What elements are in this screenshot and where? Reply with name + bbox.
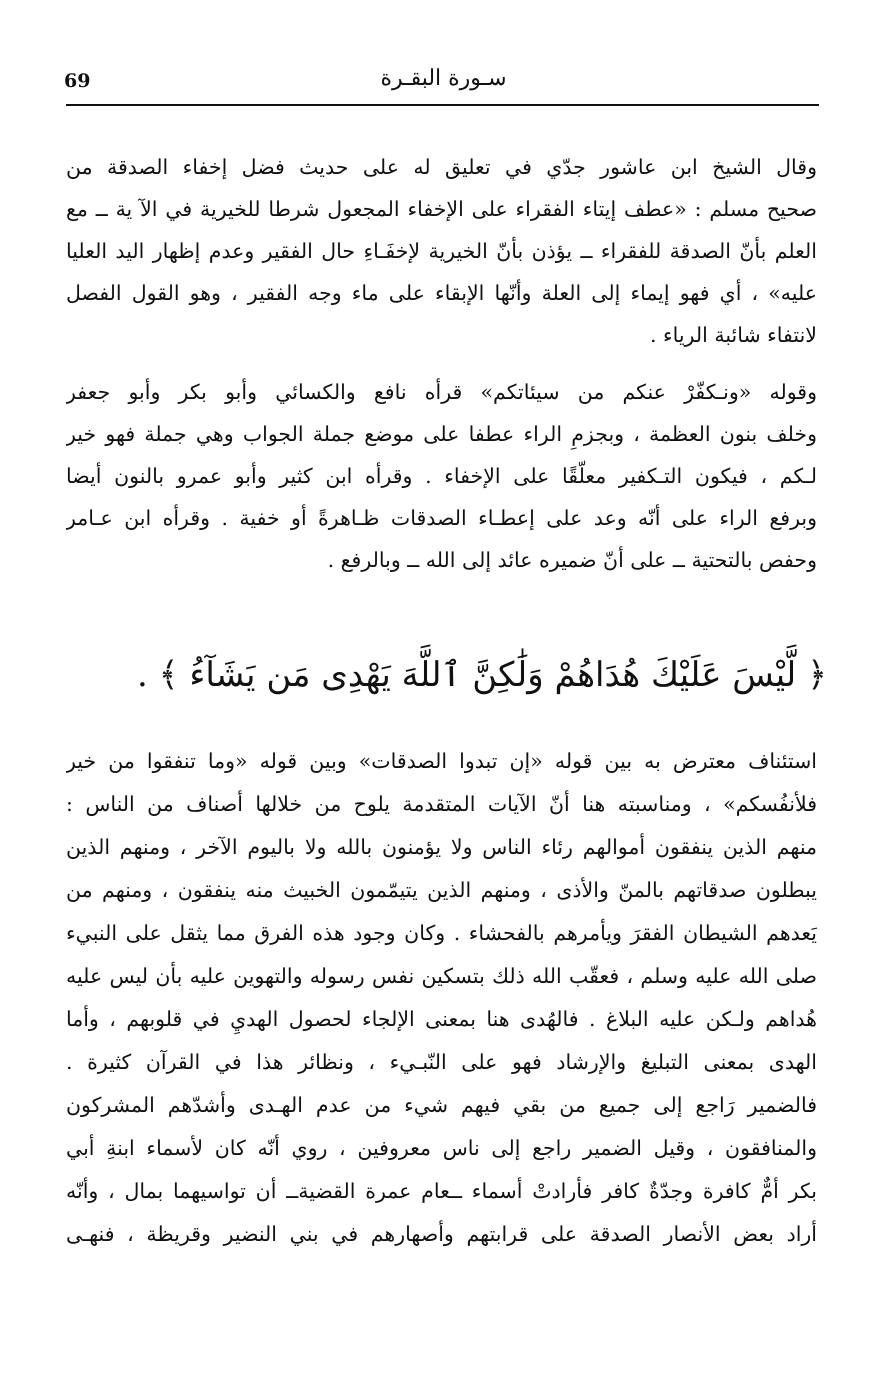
text-line: لـكم ، فيكون التـكفير معلّقًا على الإخفاء . وقرأه ابن كثير وأبو عمرو بالنون أيضا: [66, 464, 817, 488]
text-line: وحفص بالتحتية ــ على أنّ ضميره عائد إلى الله ــ وبالرفع .: [327, 548, 817, 572]
text-line: فلأنفُسكم» ، ومناسبته هنا أنّ الآيات المتقدمة يلوح من خلالها أصناف من الناس :: [66, 792, 817, 816]
text-line: يَعدهم الشيطان الفقرَ ويأمرهم بالفحشاء . وكان وجود هذه الفرق مما يثقل على النبيء: [66, 921, 817, 945]
page-header: [64, 64, 823, 104]
paragraph-ibn-ashur-commentary: [66, 146, 817, 356]
page-number: 69: [64, 70, 91, 92]
text-line: عليه» ، أي فهو إيماء إلى العلة وأنّها الإبقاء على ماء وجه الفقير ، وهو القول الفصل: [66, 281, 817, 305]
text-line: العلم بأنّ الصدقة للفقراء ــ يؤذن بأنّ الخيرية لإخفَـاءِ حال الفقير وعدم إظهار اليد العليا: [66, 239, 817, 263]
text-line: صحيح مسلم : «عطف إيتاء الفقراء على الإخفاء المجعول شرطا للخيرية في الآ ية ــ مع: [66, 197, 817, 221]
text-line: وبرفع الراء على أنّه وعد على إعطـاء الصدقات ظـاهرةً أو خفية . وقرأه ابن عـامر: [66, 506, 817, 530]
text-line: أراد بعض الأنصار الصدقة على قرابتهم وأصهارهم في بني النضير وقريظة ، فنهـى: [66, 1222, 817, 1246]
paragraph-verse-commentary: [66, 740, 817, 1256]
text-line: صلى الله عليه وسلم ، فعقّب الله ذلك بتسكين نفس رسوله والتهوين عليه بأن ليس عليه: [66, 964, 817, 988]
text-line: هُداهم ولـكن عليه البلاغ . فالهُدى هنا بمعنى الإلجاء لحصول الهديِ في قلوبهم ، وأما: [66, 1007, 817, 1031]
text-line: والمنافقون ، وقيل الضمير راجع إلى ناس معروفين ، روي أنّه كان لأسماء ابنةِ أبي: [66, 1136, 817, 1160]
text-line: فالضمير رَاجع إلى جميع من بقي فيهم شيء من عدم الهـدى وأشدّهم المشركون: [66, 1093, 817, 1117]
text-line: لانتفاء شائبة الرياء .: [649, 323, 817, 347]
text-line: استئناف معترض به بين قوله «إن تبدوا الصدقات» وبين قوله «وما تنفقوا من خير: [66, 749, 817, 773]
text-line: منهم الذين ينفقون أموالهم رئاء الناس ولا يؤمنون بالله ولا باليوم الآخر ، ومنهم الذين: [66, 835, 817, 859]
running-title: سـورة البقـرة: [380, 66, 507, 91]
paragraph-qiraat: [66, 371, 817, 581]
text-line: وقوله «ونـكفّرْ عنكم من سيئاتكم» قرأه نافع والكسائي وأبو بكر وأبو جعفر: [66, 380, 817, 404]
text-line: وقال الشيخ ابن عاشور جدّي في تعليق له على حديث فضل إخفاء الصدقة من: [66, 155, 817, 179]
quran-verse: ﴿ لَّيْسَ عَلَيْكَ هُدَاهُمْ وَلَٰكِنَّ ٱللَّهَ يَهْدِى مَن يَشَآءُ ﴾ .: [137, 655, 827, 695]
text-line: يبطلون صدقاتهم بالمنّ والأذى ، ومنهم الذين يتيمّمون الخبيث منه ينفقون ، ومنهم من: [66, 878, 817, 902]
text-line: الهدى بمعنى التبليغ والإرشاد فهو على النّبـيء ، ونظائر هذا في القرآن كثيرة .: [66, 1050, 817, 1074]
header-divider: [66, 104, 819, 106]
text-line: وخلف بنون العظمة ، وبجزمِ الراء عطفا على موضع جملة الجواب وهي جملة فهو خير: [66, 422, 817, 446]
text-line: بكر أمٌّ كافرة وجدّةٌ كافر فأرادتْ أسماء ــعام عمرة القضيةــ أن تواسيهما بمال ، وأنّه: [66, 1179, 817, 1203]
